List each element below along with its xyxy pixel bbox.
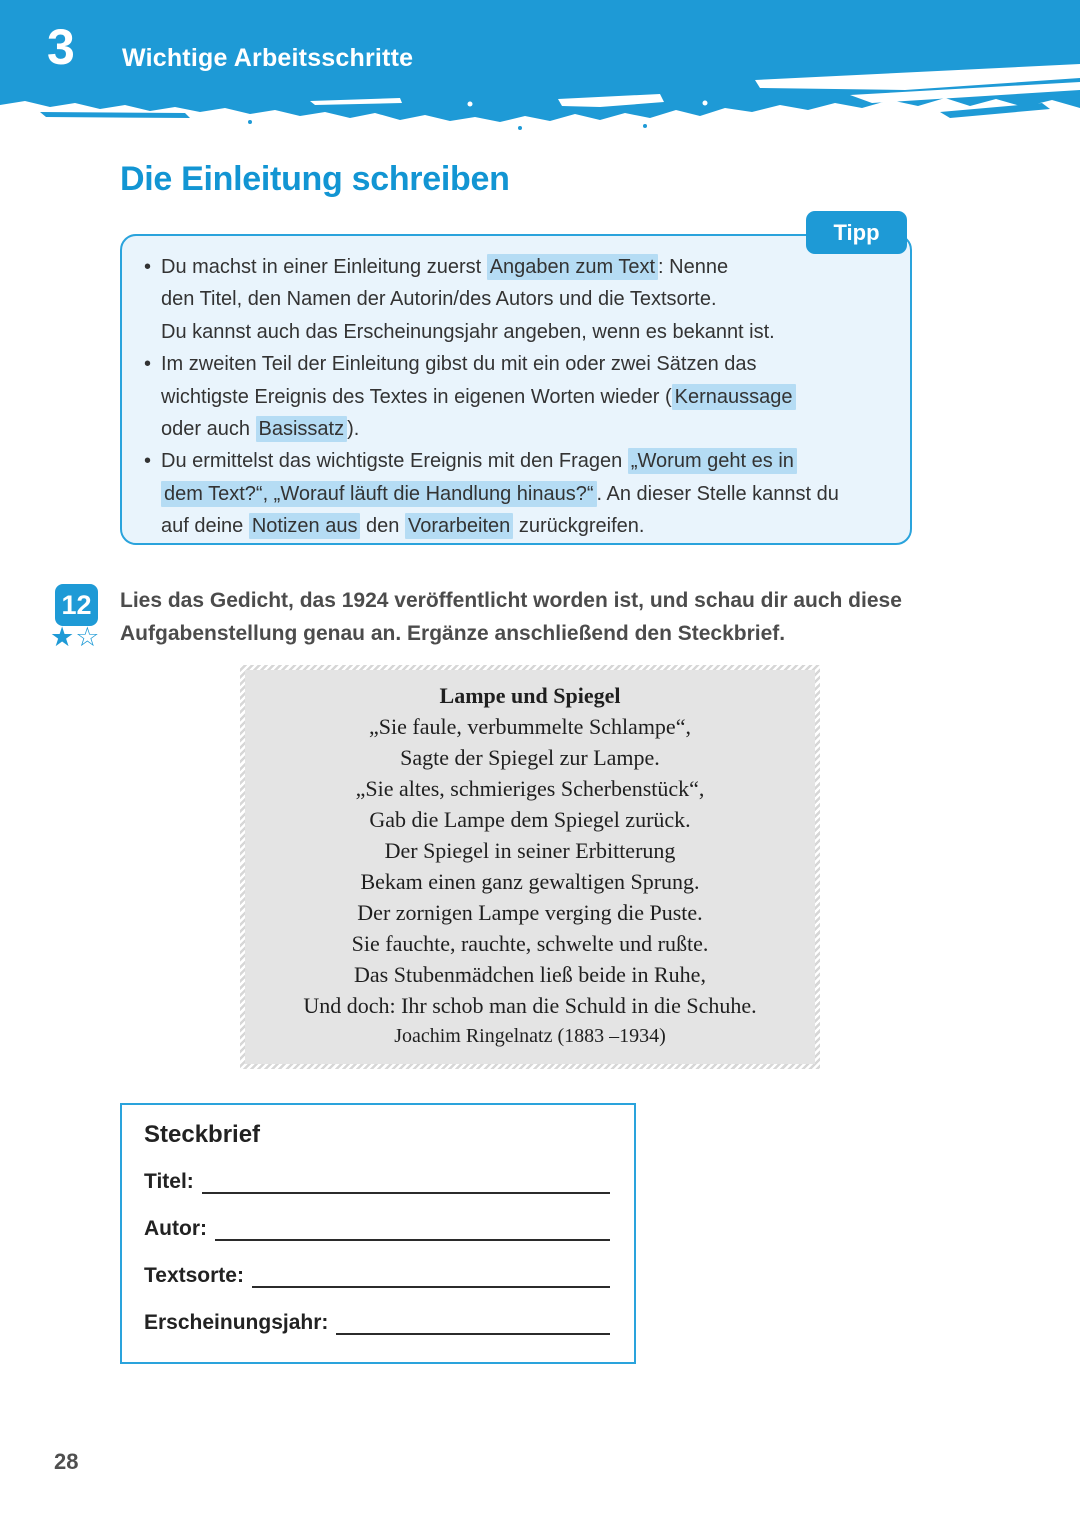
steckbrief-field-label: Erscheinungsjahr:: [144, 1311, 329, 1334]
highlighted-term: Basissatz: [256, 416, 348, 442]
tip-bullet-list: [122, 236, 910, 543]
bullet-text: wichtigste Ereignis des Textes in eigenen Worten wieder (: [161, 385, 672, 408]
bullet-text: . An dieser Stelle kannst du: [596, 482, 839, 505]
steckbrief-field-row: [144, 1215, 610, 1241]
tip-bullet: [144, 251, 900, 348]
task-difficulty: [50, 622, 100, 653]
chapter-number: 3: [47, 19, 75, 75]
steckbrief-title: Steckbrief: [144, 1121, 261, 1148]
task-instruction-line: Lies das Gedicht, das 1924 veröffentlicht worden ist, und schau dir auch diese: [120, 589, 902, 612]
highlighted-term: Angaben zum Text: [487, 254, 658, 280]
steckbrief-box: [120, 1103, 636, 1364]
chapter-header: [0, 0, 1080, 140]
tip-bullet: [144, 348, 900, 445]
difficulty-star-filled-icon: ★: [50, 622, 76, 652]
poem-line: Sagte der Spiegel zur Lampe.: [400, 745, 660, 770]
steckbrief-field-line[interactable]: [336, 1313, 610, 1335]
poem-text: [245, 670, 815, 1064]
poem-lines: [253, 711, 807, 1021]
steckbrief-field-row: [144, 1168, 610, 1194]
poem-line: Sie fauchte, rauchte, schwelte und rußte.: [351, 931, 709, 956]
steckbrief-fields: [144, 1168, 610, 1335]
task-instruction-line: Aufgabenstellung genau an. Ergänze anschließend den Steckbrief.: [120, 621, 786, 645]
highlighted-term: dem Text?“, „Worauf läuft die Handlung hinaus?“: [161, 481, 597, 507]
bullet-text: Du kannst auch das Erscheinungsjahr angeben, wenn es bekannt ist.: [161, 320, 775, 343]
bullet-text: Du ermittelst das wichtigste Ereignis mit den Fragen: [161, 450, 628, 473]
tip-bullet: [144, 445, 900, 542]
steckbrief-field-label: Autor:: [144, 1217, 207, 1240]
chapter-title: Wichtige Arbeitsschritte: [122, 44, 414, 72]
poem-line: Bekam einen ganz gewaltigen Sprung.: [360, 869, 700, 894]
poem-line: Der zornigen Lampe verging die Puste.: [357, 900, 703, 925]
highlighted-term: Notizen aus: [249, 513, 361, 539]
poem-line: „Sie altes, schmieriges Scherbenstück“,: [355, 776, 705, 801]
poem-box: [240, 665, 820, 1069]
bullet-text: den Titel, den Namen der Autorin/des Autors und die Textsorte.: [161, 288, 717, 311]
steckbrief-field-row: [144, 1309, 610, 1335]
steckbrief-field-line[interactable]: [202, 1172, 610, 1194]
poem-line: Gab die Lampe dem Spiegel zurück.: [369, 807, 691, 832]
bullet-text: den: [360, 515, 405, 538]
page-title: Die Einleitung schreiben: [120, 160, 510, 198]
bullet-text: Du machst in einer Einleitung zuerst: [161, 256, 487, 278]
highlighted-term: Kernaussage: [672, 384, 796, 410]
steckbrief-field-label: Textsorte:: [144, 1264, 244, 1287]
bullet-text: auf deine: [161, 515, 249, 538]
poem-line: Der Spiegel in seiner Erbitterung: [384, 838, 676, 863]
bullet-text: ).: [347, 418, 360, 441]
tip-tab: Tipp: [806, 211, 907, 254]
tip-box: [120, 234, 912, 545]
task-number-badge: 12: [55, 584, 98, 626]
bullet-text: oder auch: [161, 418, 256, 441]
bullet-text: Im zweiten Teil der Einleitung gibst du mit ein oder zwei Sätzen das: [161, 353, 757, 376]
steckbrief-field-line[interactable]: [252, 1266, 610, 1288]
poem-line: Und doch: Ihr schob man die Schuld in die Schuhe.: [303, 993, 757, 1018]
steckbrief-field-label: Titel:: [144, 1170, 194, 1193]
difficulty-star-empty-icon: ☆: [75, 622, 101, 652]
steckbrief-field-row: [144, 1262, 610, 1288]
highlighted-term: „Worum geht es in: [628, 448, 797, 474]
poem-title: Lampe und Spiegel: [439, 683, 621, 708]
steckbrief-field-line[interactable]: [215, 1219, 610, 1241]
bullet-text: : Nenne: [658, 256, 729, 278]
page-number: 28: [54, 1449, 79, 1474]
poem-line: „Sie faule, verbummelte Schlampe“,: [369, 714, 691, 739]
bullet-text: zurückgreifen.: [513, 515, 645, 538]
highlighted-term: Vorarbeiten: [405, 513, 513, 539]
task-instruction: [120, 585, 920, 650]
poem-line: Das Stubenmädchen ließ beide in Ruhe,: [354, 962, 706, 987]
poem-author: Joachim Ringelnatz (1883 –1934): [394, 1025, 666, 1047]
